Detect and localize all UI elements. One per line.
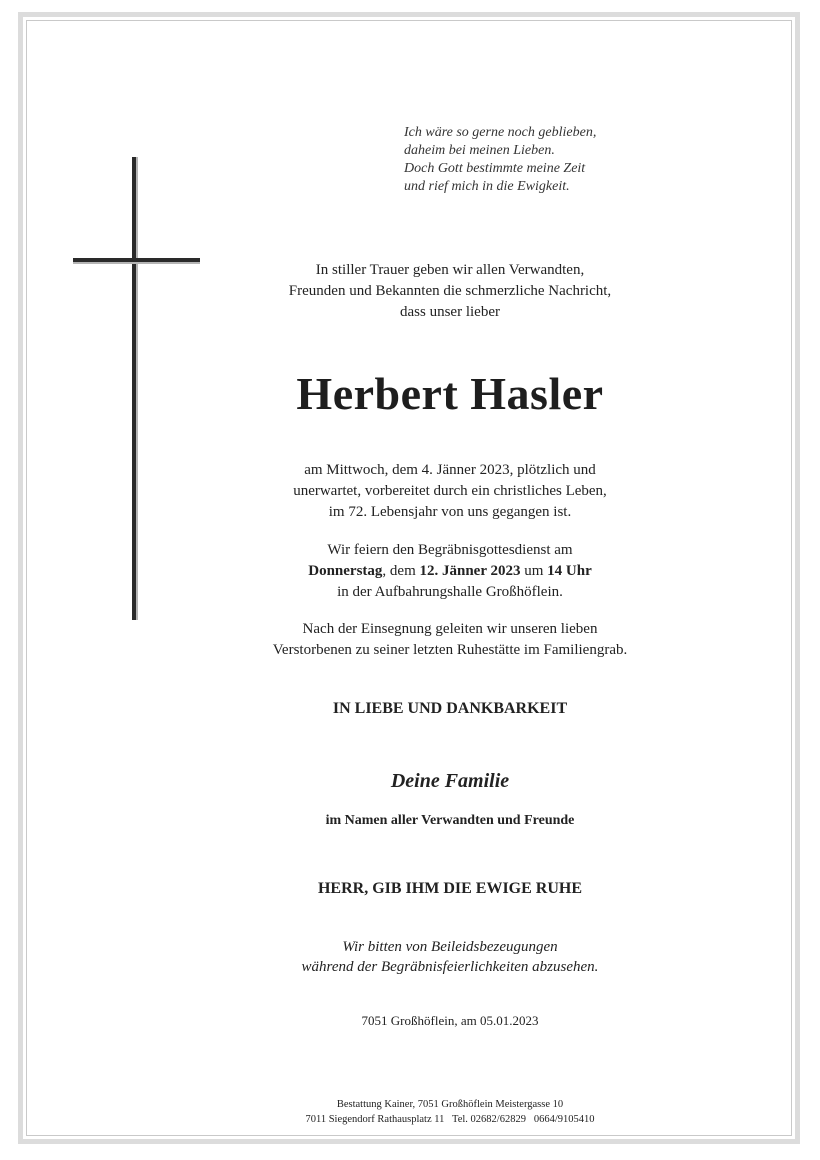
undertaker-info — [250, 1097, 650, 1127]
intro-text — [250, 260, 650, 323]
death-notice-line: unerwartet, vorbereitet durch ein christliches Leben, — [293, 483, 607, 499]
service-info — [250, 540, 650, 603]
service-day: Donnerstag — [308, 563, 383, 579]
burial-line: Nach der Einsegnung geleiten wir unseren lieben — [302, 621, 598, 637]
prayer-heading: HERR, GIB IHM DIE EWIGE RUHE — [317, 880, 583, 897]
request-line: Wir bitten von Beileidsbezeugungen — [342, 939, 558, 955]
poem — [404, 124, 704, 196]
poem-line: daheim bei meinen Lieben. — [404, 143, 555, 158]
request-line: während der Begräbnisfeierlichkeiten abzusehen. — [301, 959, 599, 975]
cross-horizontal-beam — [73, 258, 200, 262]
service-text-dem: , dem — [382, 563, 420, 579]
poem-line: und rief mich in die Ewigkeit. — [404, 179, 570, 194]
burial-line: Verstorbenen zu seiner letzten Ruhestätte im Familiengrab. — [272, 642, 628, 658]
death-notice — [250, 460, 650, 523]
undertaker-line: 7011 Siegendorf Rathausplatz 11 Tel. 02682/62829 0664/9105410 — [305, 1114, 595, 1125]
burial-info — [250, 619, 650, 661]
poem-line: Doch Gott bestimmte meine Zeit — [404, 161, 586, 176]
on-behalf-line: im Namen aller Verwandten und Freunde — [325, 813, 575, 828]
place-date: 7051 Großhöflein, am 05.01.2023 — [361, 1013, 539, 1028]
family-signature: Deine Familie — [390, 770, 510, 792]
service-location: in der Aufbahrungshalle Großhöflein. — [337, 584, 563, 600]
intro-line: dass unser lieber — [400, 304, 500, 320]
intro-line: In stiller Trauer geben wir allen Verwandten, — [315, 262, 585, 278]
condolence-request — [250, 937, 650, 977]
deceased-name: Herbert Hasler — [296, 368, 604, 419]
service-time: 14 Uhr — [547, 563, 592, 579]
service-line: Wir feiern den Begräbnisgottesdienst am — [327, 542, 573, 558]
undertaker-line: Bestattung Kainer, 7051 Großhöflein Meistergasse 10 — [336, 1099, 564, 1110]
poem-line: Ich wäre so gerne noch geblieben, — [404, 125, 597, 140]
intro-line: Freunden und Bekannten die schmerzliche Nachricht, — [288, 283, 612, 299]
death-notice-line: am Mittwoch, dem 4. Jänner 2023, plötzlich und — [304, 462, 596, 478]
service-date: 12. Jänner 2023 — [419, 563, 521, 579]
cross-vertical-beam — [132, 157, 136, 620]
death-notice-line: im 72. Lebensjahr von uns gegangen ist. — [328, 504, 572, 520]
service-datetime-line — [250, 561, 650, 582]
service-text-um: um — [520, 563, 548, 579]
love-gratitude-heading: IN LIEBE UND DANKBARKEIT — [332, 700, 568, 717]
